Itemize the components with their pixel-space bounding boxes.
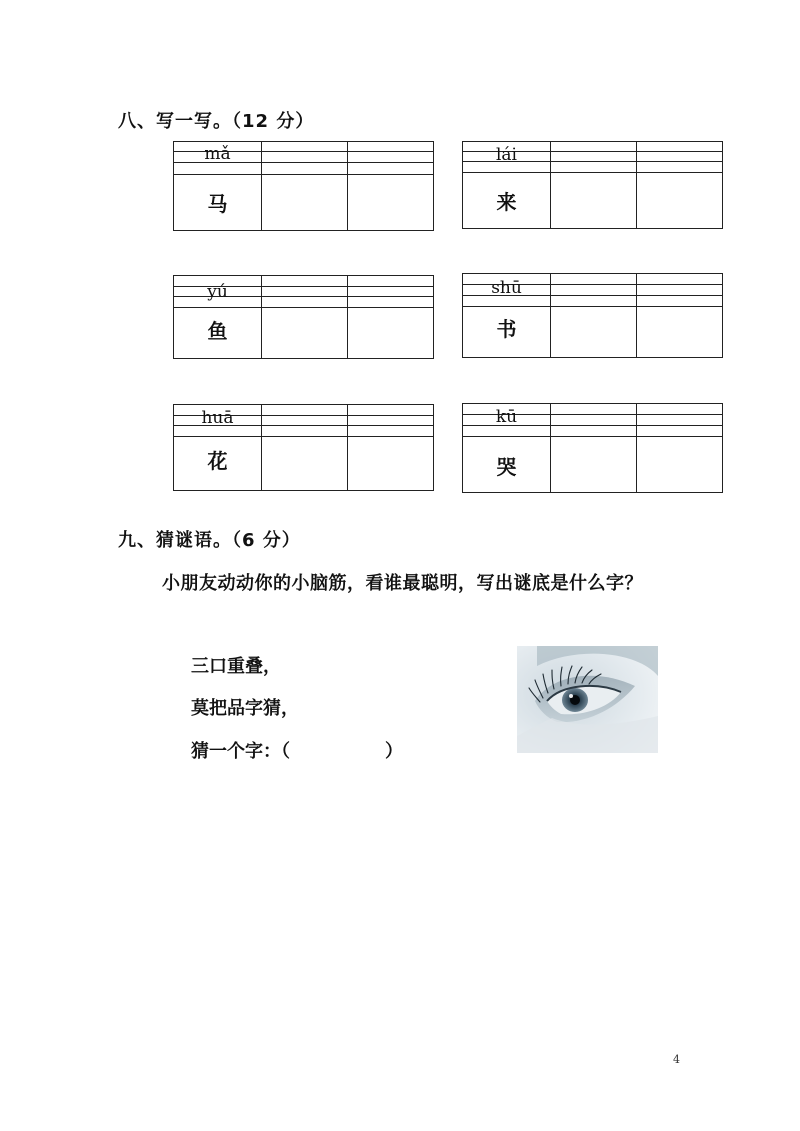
hanzi-char: 来 [496, 190, 517, 214]
hanzi-char: 鱼 [207, 319, 228, 343]
riddle-line-2: 莫把品字猜， [191, 698, 299, 719]
page-number: 4 [673, 1053, 680, 1066]
riddle-line-3: 猜一个字：（ [191, 741, 290, 762]
riddle-line-1: 三口重叠， [191, 656, 281, 677]
hanzi-char: 花 [207, 449, 228, 473]
hanzi-char: 书 [496, 317, 517, 341]
writing-grid-shu [462, 273, 723, 358]
pinyin-label: mǎ [204, 144, 231, 164]
writing-grid-lai [462, 141, 723, 229]
answer-blank-close: ） [385, 741, 403, 762]
section-9-heading: 九、猜谜语。（6 分） [118, 530, 301, 551]
pinyin-label: huā [201, 408, 234, 428]
writing-grid-ma [173, 141, 434, 231]
writing-grid-ku [462, 403, 723, 493]
pinyin-label: lái [495, 145, 517, 165]
writing-grid-yu [173, 275, 434, 359]
hanzi-char: 马 [207, 192, 228, 216]
writing-grid-hua [173, 404, 434, 491]
pinyin-label: shū [491, 278, 522, 298]
riddle-instructions: 小朋友动动你的小脑筋，看谁最聪明，写出谜底是什么字？ [162, 573, 643, 594]
section-8-heading: 八、写一写。（12 分） [118, 111, 315, 132]
pinyin-label: yú [207, 282, 228, 302]
pinyin-label: kū [495, 407, 518, 427]
hanzi-char: 哭 [496, 455, 517, 479]
eye-photo [517, 646, 658, 753]
